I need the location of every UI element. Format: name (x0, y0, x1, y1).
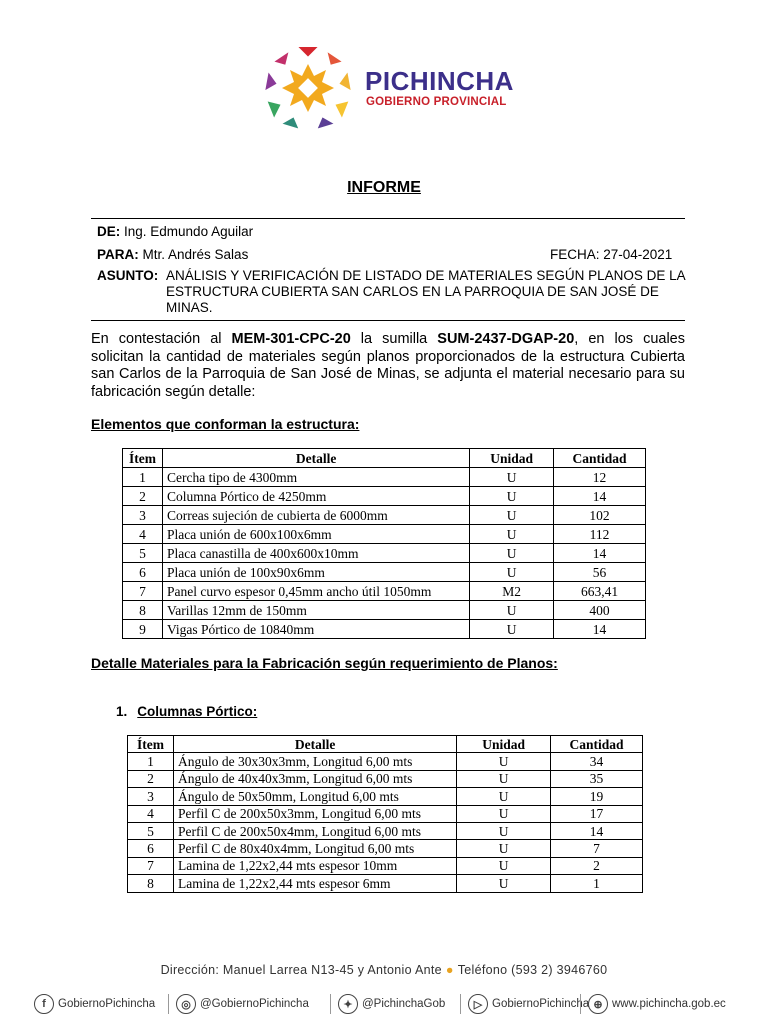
to-label: PARA: (97, 247, 139, 262)
unit-cell: U (470, 544, 554, 563)
detail-cell: Lamina de 1,22x2,44 mts espesor 10mm (173, 857, 456, 874)
unit-cell: U (457, 753, 551, 770)
unit-cell: U (457, 822, 551, 839)
to-value: Mtr. Andrés Salas (142, 247, 249, 262)
quantity-cell: 34 (551, 753, 643, 770)
table-row (128, 822, 643, 839)
detail-cell: Perfil C de 80x40x4mm, Longitud 6,00 mts (173, 840, 456, 857)
unit-cell: U (457, 788, 551, 805)
detail-cell: Perfil C de 200x50x4mm, Longitud 6,00 mts (173, 822, 456, 839)
twitter-link[interactable] (338, 993, 445, 1015)
table-row (128, 875, 643, 892)
website-link[interactable] (588, 993, 726, 1015)
social-label: GobiernoPichincha (492, 998, 590, 1010)
bullet-dot-icon: ● (445, 963, 454, 977)
quantity-cell: 7 (551, 840, 643, 857)
item-cell: 7 (128, 857, 174, 874)
pichincha-logo (262, 44, 522, 132)
detail-cell: Ángulo de 30x30x3mm, Longitud 6,00 mts (173, 753, 456, 770)
subsection-title: Columnas Pórtico: (137, 704, 258, 719)
unit-cell: M2 (470, 582, 554, 601)
detail-cell: Correas sujeción de cubierta de 6000mm (162, 506, 469, 525)
facebook-link[interactable] (34, 993, 155, 1015)
elements-table (122, 448, 646, 639)
item-cell: 6 (123, 563, 163, 582)
item-cell: 7 (123, 582, 163, 601)
quantity-cell: 35 (551, 770, 643, 787)
subsection-number: 1. (116, 704, 128, 719)
section-heading-elements: Elementos que conforman la estructura: (91, 416, 360, 432)
quantity-cell: 14 (551, 822, 643, 839)
header-divider-top (91, 218, 685, 219)
unit-cell: U (457, 875, 551, 892)
quantity-cell: 17 (551, 805, 643, 822)
from-line (97, 224, 253, 240)
sumilla-reference: SUM-2437-DGAP-20 (437, 331, 575, 347)
table-row (128, 857, 643, 874)
twitter-icon: ✦ (338, 994, 358, 1014)
from-label: DE: (97, 224, 121, 239)
quantity-cell: 12 (554, 468, 646, 487)
unit-cell: U (457, 840, 551, 857)
social-links (34, 993, 754, 1017)
unit-cell: U (457, 805, 551, 822)
table-row (123, 582, 646, 601)
column-header: Unidad (457, 736, 551, 753)
unit-cell: U (470, 620, 554, 639)
header-divider-bottom (91, 320, 685, 321)
item-cell: 5 (123, 544, 163, 563)
quantity-cell: 400 (554, 601, 646, 620)
detail-cell: Placa canastilla de 400x600x10mm (162, 544, 469, 563)
document-title: INFORME (347, 179, 421, 196)
quantity-cell: 56 (554, 563, 646, 582)
unit-cell: U (457, 770, 551, 787)
quantity-cell: 19 (551, 788, 643, 805)
subject-label: ASUNTO: (97, 268, 159, 283)
intro-text-1: En contestación al (91, 331, 232, 347)
quantity-cell: 102 (554, 506, 646, 525)
detail-cell: Varillas 12mm de 150mm (162, 601, 469, 620)
logo-name: PICHINCHA (365, 66, 514, 96)
detail-cell: Ángulo de 50x50mm, Longitud 6,00 mts (173, 788, 456, 805)
table-row (123, 487, 646, 506)
column-header: Unidad (470, 449, 554, 468)
quantity-cell: 14 (554, 487, 646, 506)
column-header: Cantidad (554, 449, 646, 468)
phone-text: Teléfono (593 2) 3946760 (457, 963, 608, 977)
item-cell: 8 (128, 875, 174, 892)
detail-cell: Cercha tipo de 4300mm (162, 468, 469, 487)
table-header-row (128, 736, 643, 753)
section-heading-materials: Detalle Materiales para la Fabricación según requerimiento de Planos: (91, 655, 558, 671)
from-value: Ing. Edmundo Aguilar (124, 224, 254, 239)
detail-cell: Ángulo de 40x40x3mm, Longitud 6,00 mts (173, 770, 456, 787)
divider (168, 994, 169, 1014)
table-row (128, 788, 643, 805)
table-header-row (123, 449, 646, 468)
quantity-cell: 2 (551, 857, 643, 874)
intro-paragraph (91, 331, 685, 401)
table-row (123, 506, 646, 525)
social-label: @PichinchaGob (362, 998, 446, 1010)
unit-cell: U (457, 857, 551, 874)
memo-reference: MEM-301-CPC-20 (231, 331, 351, 347)
item-cell: 3 (123, 506, 163, 525)
to-line (97, 247, 248, 263)
youtube-icon: ▷ (468, 994, 488, 1014)
item-cell: 1 (128, 753, 174, 770)
item-cell: 1 (123, 468, 163, 487)
logo-subtitle: GOBIERNO PROVINCIAL (366, 96, 507, 108)
detail-cell: Columna Pórtico de 4250mm (162, 487, 469, 506)
intro-text-3: , en los cuales solicitan la cantidad de materiales según planos proporcionados de la estructura Cubierta san Carlos de la Parroquia de San José de Minas, se adjunta el material necesario para su fabricación según detalle: (91, 331, 685, 400)
quantity-cell: 1 (551, 875, 643, 892)
footer-address (0, 963, 768, 977)
item-cell: 2 (128, 770, 174, 787)
unit-cell: U (470, 468, 554, 487)
youtube-link[interactable] (468, 993, 589, 1015)
unit-cell: U (470, 487, 554, 506)
table-row (128, 840, 643, 857)
quantity-cell: 14 (554, 620, 646, 639)
quantity-cell: 112 (554, 525, 646, 544)
quantity-cell: 663,41 (554, 582, 646, 601)
unit-cell: U (470, 601, 554, 620)
detail-cell: Vigas Pórtico de 10840mm (162, 620, 469, 639)
table-row (123, 563, 646, 582)
table-row (123, 544, 646, 563)
item-cell: 4 (123, 525, 163, 544)
subject-value: ANÁLISIS Y VERIFICACIÓN DE LISTADO DE MATERIALES SEGÚN PLANOS DE LA ESTRUCTURA CUBIERTA SAN CARLOS EN LA PARROQUIA DE SAN JOSÉ DE MINAS. (166, 268, 685, 315)
divider (460, 994, 461, 1014)
subsection-heading-columns (116, 704, 257, 719)
table-row (128, 805, 643, 822)
table-row (123, 525, 646, 544)
table-row (123, 468, 646, 487)
table-row (123, 620, 646, 639)
detail-cell: Lamina de 1,22x2,44 mts espesor 6mm (173, 875, 456, 892)
item-cell: 9 (123, 620, 163, 639)
table-row (123, 601, 646, 620)
unit-cell: U (470, 506, 554, 525)
item-cell: 3 (128, 788, 174, 805)
quantity-cell: 14 (554, 544, 646, 563)
item-cell: 2 (123, 487, 163, 506)
column-header: Cantidad (551, 736, 643, 753)
date-field: FECHA: 27-04-2021 (550, 247, 673, 262)
address-text: Dirección: Manuel Larrea N13-45 y Antonio Ante (160, 963, 442, 977)
instagram-icon: ◎ (176, 994, 196, 1014)
intro-text-2: la sumilla (350, 331, 438, 347)
column-header: Ítem (128, 736, 174, 753)
detail-cell: Placa unión de 100x90x6mm (162, 563, 469, 582)
social-label: GobiernoPichincha (58, 998, 156, 1010)
item-cell: 6 (128, 840, 174, 857)
column-header: Detalle (173, 736, 456, 753)
column-header: Detalle (162, 449, 469, 468)
divider (580, 994, 581, 1014)
columns-materials-table (127, 735, 643, 893)
column-header: Ítem (123, 449, 163, 468)
unit-cell: U (470, 563, 554, 582)
detail-cell: Placa unión de 600x100x6mm (162, 525, 469, 544)
table-row (128, 753, 643, 770)
table-row (128, 770, 643, 787)
instagram-link[interactable] (176, 993, 309, 1015)
social-label: @GobiernoPichincha (200, 998, 309, 1010)
item-cell: 5 (128, 822, 174, 839)
item-cell: 8 (123, 601, 163, 620)
detail-cell: Panel curvo espesor 0,45mm ancho útil 1050mm (162, 582, 469, 601)
facebook-icon: f (34, 994, 54, 1014)
divider (330, 994, 331, 1014)
web-icon: ⊕ (588, 994, 608, 1014)
pichincha-emblem-icon (262, 44, 354, 132)
unit-cell: U (470, 525, 554, 544)
detail-cell: Perfil C de 200x50x3mm, Longitud 6,00 mts (173, 805, 456, 822)
social-label: www.pichincha.gob.ec (612, 998, 726, 1010)
item-cell: 4 (128, 805, 174, 822)
